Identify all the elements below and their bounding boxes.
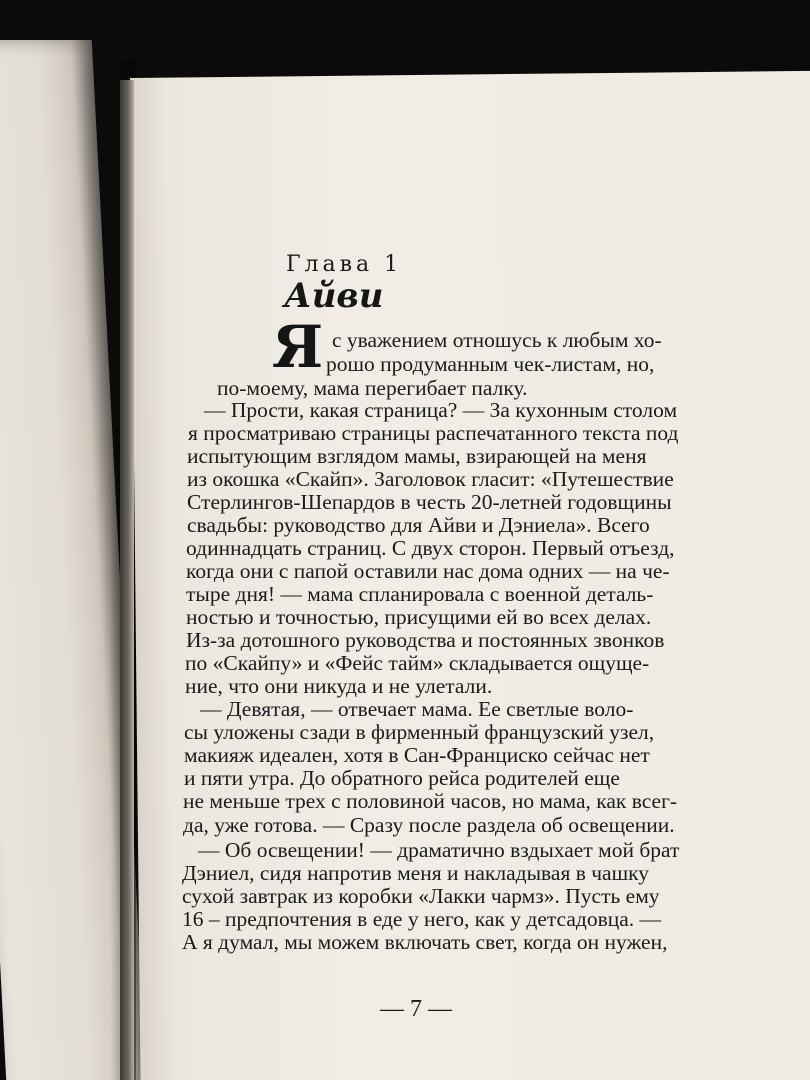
text-line: да, уже готова. — Сразу после раздела об освещении. [183,813,675,837]
chapter-title: Айви [284,276,384,316]
text-line: макияж идеален, хотя в Сан-Франциско сейчас нет [184,743,650,767]
drop-cap: Я [272,313,324,381]
text-line: — Об освещении! — драматично вздыхает мой брат [198,838,680,862]
text-line: ние, что они никуда и не улетали. [185,674,493,698]
text-line: испытующим взглядом мамы, взирающей на меня [187,444,647,468]
text-line: Из-за дотошного руководства и постоянных звонков [186,628,665,652]
text-line: ностью и точностью, присущими ей во всех делах. [186,605,652,629]
text-line: тыре дня! — мама спланировала с военной деталь- [186,582,654,606]
text-line: Стерлингов-Шепардов в честь 20-летней годовщины [187,490,672,514]
text-line: я просматриваю страницы распечатанного текста под [188,421,679,445]
text-line: не меньше трех с половиной часов, но мама, как всег- [183,789,678,813]
chapter-label: Глава 1 [286,252,403,277]
text-line: по-моему, мама перегибает палку. [217,376,528,400]
text-line: сы уложены сзади в фирменный французский узел, [184,720,655,744]
text-line: — Прости, какая страница? — За кухонным столом [204,398,678,422]
page-number: — 7 — [380,996,452,1022]
text-line: А я думал, мы можем включать свет, когда он нужен, [182,930,668,954]
text-line: свадьбы: руководство для Айви и Дэниела». Всего [187,513,650,537]
text-line: одиннадцать страниц. С двух сторон. Первый отъезд, [186,536,675,560]
text-line: когда они с папой оставили нас дома одних — на че- [186,559,670,583]
text-line: сухой завтрак из коробки «Лакки чармз». Пусть ему [182,884,660,908]
text-line: с уважением отношусь к любым хо- [332,328,662,352]
text-line: и пяти утра. До обратного рейса родителей еще [184,766,620,790]
text-line: по «Скайпу» и «Фейс тайм» складывается ощуще- [185,651,650,675]
text-line: — Девятая, — отвечает мама. Ее светлые воло- [200,697,634,721]
text-line: из окошка «Скайп». Заголовок гласит: «Путешествие [187,467,674,491]
text-line: рошо продуманным чек-листам, но, [326,352,655,376]
text-line: 16 – предпочтения в еде у него, как у детсадовца. — [182,907,662,931]
text-line: Дэниел, сидя напротив меня и накладывая в чашку [182,861,650,885]
